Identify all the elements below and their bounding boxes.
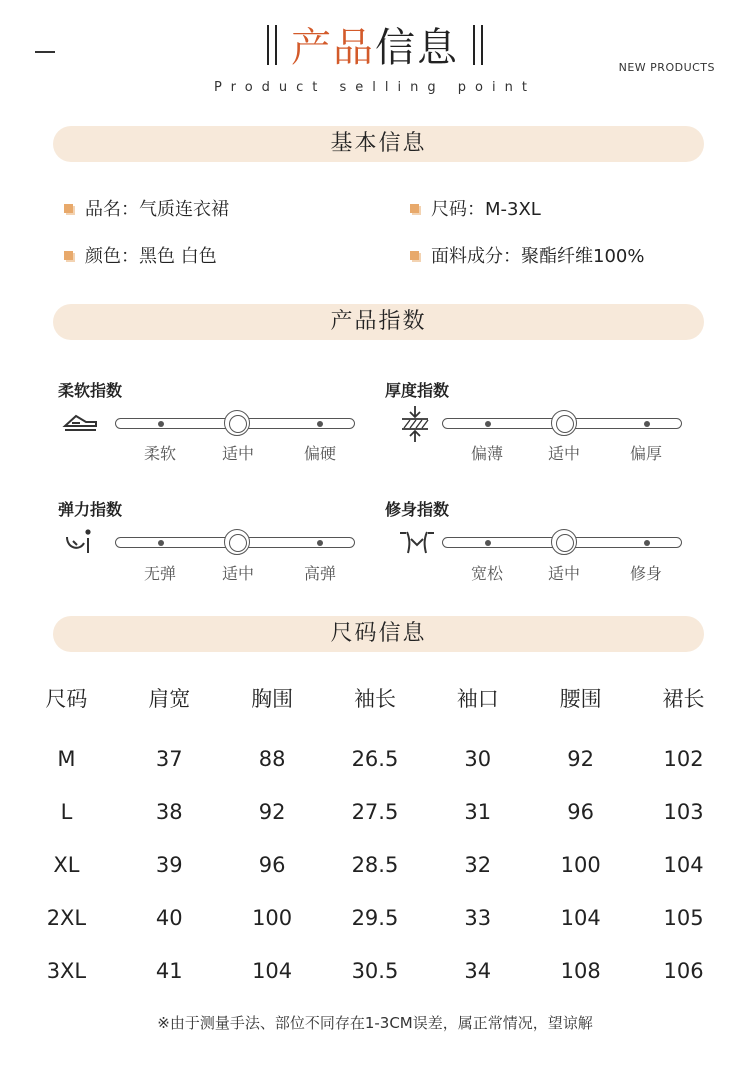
table-cell: 3XL bbox=[46, 958, 87, 983]
index-label: 适中 bbox=[221, 444, 254, 463]
index-track-elasticity bbox=[115, 537, 355, 548]
track-dot bbox=[485, 540, 491, 546]
table-cell: 32 bbox=[464, 852, 492, 877]
index-label: 偏硬 bbox=[303, 444, 336, 463]
table-cell: 30.5 bbox=[351, 958, 399, 983]
index-title-elasticity: 弹力指数 bbox=[58, 500, 123, 519]
table-header-cell: 胸围 bbox=[251, 686, 294, 711]
table-header-cell: 袖口 bbox=[456, 686, 499, 711]
index-label: 偏厚 bbox=[629, 444, 662, 463]
title-divider-left bbox=[267, 25, 277, 65]
table-cell: 27.5 bbox=[351, 799, 399, 824]
table-cell: 100 bbox=[560, 852, 601, 877]
index-label: 高弹 bbox=[303, 564, 336, 583]
table-header-row bbox=[15, 680, 735, 715]
bullet-icon bbox=[64, 204, 73, 213]
track-dot bbox=[158, 421, 164, 427]
table-cell: 34 bbox=[464, 958, 492, 983]
table-row bbox=[15, 785, 735, 838]
info-item-color bbox=[64, 245, 217, 269]
page-subtitle: Product selling point bbox=[214, 80, 536, 95]
index-track-soft bbox=[115, 418, 355, 429]
new-products-label: NEW PRODUCTS bbox=[618, 61, 715, 74]
table-cell: 39 bbox=[155, 852, 183, 877]
track-knob bbox=[224, 529, 250, 555]
table-cell: 103 bbox=[663, 799, 704, 824]
table-cell: 96 bbox=[567, 799, 594, 824]
thickness-icon bbox=[398, 404, 432, 444]
index-title-thickness: 厚度指数 bbox=[385, 381, 450, 400]
table-cell: 102 bbox=[663, 747, 704, 771]
index-label: 适中 bbox=[547, 444, 580, 463]
table-cell: 28.5 bbox=[351, 852, 399, 877]
index-title-soft: 柔软指数 bbox=[58, 381, 123, 400]
index-track-fit bbox=[442, 537, 682, 548]
bullet-icon bbox=[64, 251, 73, 260]
bullet-icon bbox=[410, 251, 419, 260]
info-item-size bbox=[410, 198, 541, 222]
table-cell: 92 bbox=[567, 747, 594, 771]
track-knob bbox=[224, 410, 250, 436]
info-item-text: 尺码：M-3XL bbox=[431, 199, 541, 220]
table-cell: 31 bbox=[464, 799, 492, 824]
table-header-cell: 袖长 bbox=[353, 686, 396, 711]
table-header-cell: 裙长 bbox=[662, 686, 705, 711]
table-cell: 37 bbox=[155, 747, 183, 771]
track-dot bbox=[317, 421, 323, 427]
table-cell: 108 bbox=[560, 958, 601, 983]
table-cell: 29.5 bbox=[351, 905, 399, 930]
index-label: 无弹 bbox=[143, 564, 176, 583]
track-dot bbox=[644, 540, 650, 546]
fit-icon bbox=[398, 527, 436, 557]
table-row bbox=[15, 944, 735, 997]
track-dot bbox=[644, 421, 650, 427]
table-cell: 2XL bbox=[46, 905, 87, 930]
index-label: 适中 bbox=[221, 564, 254, 583]
table-cell: 105 bbox=[663, 905, 704, 930]
table-row bbox=[15, 891, 735, 944]
table-row bbox=[15, 715, 735, 785]
table-cell: 26.5 bbox=[351, 747, 399, 771]
table-header-cell: 腰围 bbox=[559, 686, 602, 711]
section-size-info: 尺码信息 bbox=[53, 616, 704, 652]
index-label: 偏薄 bbox=[470, 444, 503, 463]
table-cell: 30 bbox=[464, 747, 492, 771]
table-cell: 104 bbox=[560, 905, 601, 930]
track-knob bbox=[551, 410, 577, 436]
info-item-text: 品名：气质连衣裙 bbox=[85, 199, 229, 220]
table-cell: M bbox=[57, 747, 76, 771]
table-header-cell: 尺码 bbox=[45, 686, 88, 711]
soft-icon bbox=[62, 408, 100, 438]
index-label: 适中 bbox=[547, 564, 580, 583]
info-item-fabric bbox=[410, 245, 644, 269]
track-dot bbox=[317, 540, 323, 546]
table-cell: 33 bbox=[464, 905, 492, 930]
table-header-cell: 肩宽 bbox=[148, 686, 191, 711]
info-item-text: 颜色：黑色 白色 bbox=[85, 246, 217, 267]
table-cell: 88 bbox=[258, 747, 286, 771]
index-label: 修身 bbox=[629, 564, 662, 583]
table-cell: L bbox=[60, 799, 73, 824]
measurement-note: ※由于测量手法、部位不同存在1-3CM误差，属正常情况，望谅解 bbox=[157, 1014, 593, 1032]
table-row bbox=[15, 838, 735, 891]
section-basic-info: 基本信息 bbox=[53, 126, 704, 162]
table-cell: 106 bbox=[663, 958, 704, 983]
track-dot bbox=[485, 421, 491, 427]
title-main: 信息 bbox=[375, 25, 459, 71]
table-cell: 40 bbox=[155, 905, 183, 930]
size-table bbox=[15, 680, 735, 997]
index-label: 宽松 bbox=[470, 564, 503, 583]
info-item-text: 面料成分：聚酯纤维100% bbox=[431, 246, 645, 267]
table-cell: 41 bbox=[155, 958, 183, 983]
title-divider-right bbox=[473, 25, 483, 65]
track-dot bbox=[158, 540, 164, 546]
index-title-fit: 修身指数 bbox=[385, 500, 450, 519]
table-cell: 92 bbox=[258, 799, 286, 824]
track-knob bbox=[551, 529, 577, 555]
bullet-icon bbox=[410, 204, 419, 213]
table-cell: 38 bbox=[155, 799, 183, 824]
info-item-name bbox=[64, 198, 229, 222]
title-accent: 产品 bbox=[291, 25, 375, 71]
section-product-index: 产品指数 bbox=[53, 304, 704, 340]
table-cell: 100 bbox=[252, 905, 293, 930]
elasticity-icon bbox=[64, 527, 102, 557]
table-cell: 104 bbox=[252, 958, 293, 983]
table-cell: 96 bbox=[258, 852, 286, 877]
index-track-thickness bbox=[442, 418, 682, 429]
table-cell: 104 bbox=[663, 852, 704, 877]
table-cell: XL bbox=[53, 852, 80, 877]
index-label: 柔软 bbox=[143, 444, 176, 463]
